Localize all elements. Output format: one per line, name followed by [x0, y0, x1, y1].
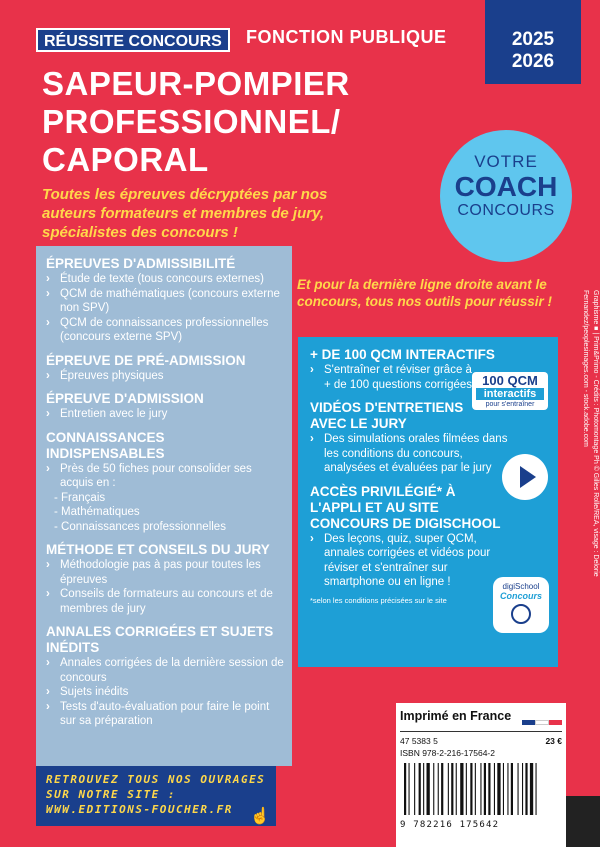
barcode-bar	[480, 763, 481, 815]
tools-intro: Et pour la dernière ligne droite avant le concours, tous nos outils pour réussir !	[297, 277, 553, 309]
printed-in-france: Imprimé en France	[400, 709, 512, 723]
barcode-bar	[441, 763, 443, 815]
list-item-text: Entretien avec le jury	[60, 408, 168, 420]
section-title: VIDÉOS D'ENTRETIENS AVEC LE JURY	[310, 400, 464, 431]
chevron-right-icon: ›	[46, 588, 50, 600]
list-item-text: QCM de connaissances professionnelles (concours externe SPV)	[60, 316, 269, 343]
list-item-text: Sujets inédits	[60, 686, 129, 698]
barcode-bar	[466, 763, 467, 815]
chevron-right-icon: ›	[46, 462, 50, 475]
section-title: ANNALES CORRIGÉES ET SUJETS INÉDITS	[46, 624, 274, 655]
section-title: CONNAISSANCES INDISPENSABLES	[46, 429, 165, 461]
sub-item: - Français	[54, 491, 106, 504]
list-item	[46, 462, 284, 491]
intro-text: Toutes les épreuves décryptées par nos auteurs formateurs et membres de jury, spécialistes des concours !	[42, 186, 328, 241]
qcm-count: 100 QCM	[482, 373, 538, 388]
section-title: + DE 100 QCM INTERACTIFS	[310, 347, 495, 362]
list-item	[310, 432, 509, 476]
series-subtitle: FONCTION PUBLIQUE	[246, 27, 447, 47]
list-item-text: QCM de mathématiques (concours externe non SPV)	[60, 287, 280, 314]
contents-panel	[36, 246, 292, 766]
title-line-3: CAPORAL	[42, 141, 209, 178]
digischool-app-icon	[493, 577, 549, 633]
barcode-bar	[419, 763, 421, 815]
section-title: ÉPREUVE D'ADMISSION	[46, 391, 204, 406]
barcode-bar	[451, 763, 453, 815]
chevron-right-icon: ›	[46, 657, 50, 669]
digischool-brand: digiSchool	[502, 582, 540, 591]
qcm-label: interactifs	[476, 388, 544, 400]
website-url[interactable]: WWW.EDITIONS-FOUCHER.FR	[46, 803, 233, 816]
chevron-right-icon: ›	[46, 686, 50, 698]
footnote: *selon les conditions précisées sur le site	[310, 595, 447, 605]
barcode-bar	[427, 763, 430, 815]
product-codes	[400, 731, 562, 759]
website-box	[36, 766, 276, 826]
play-icon	[520, 466, 536, 488]
list-item	[46, 287, 284, 316]
title-line-2: PROFESSIONNEL/	[42, 103, 341, 140]
barcode-bar	[536, 763, 537, 815]
corner-block	[566, 796, 600, 847]
barcode-bar	[530, 763, 533, 815]
list-item	[46, 407, 284, 422]
title-line-1: SAPEUR-POMPIER	[42, 65, 350, 102]
coach-line-2: COACH	[454, 171, 558, 202]
digischool-logo-icon	[511, 604, 531, 624]
barcode-bar	[497, 763, 500, 815]
year-end: 2026	[511, 51, 555, 72]
list-item	[310, 532, 494, 590]
barcode-bar	[438, 763, 439, 815]
chevron-right-icon: ›	[46, 369, 50, 382]
chevron-right-icon: ›	[310, 532, 314, 545]
price: 23 €	[545, 736, 562, 746]
chevron-right-icon: ›	[46, 273, 50, 285]
cursor-icon: ☝	[250, 808, 270, 825]
reference-code: 47 5383 5	[400, 736, 438, 746]
barcode-bar	[423, 763, 424, 815]
barcode-bar	[470, 763, 472, 815]
list-item	[310, 363, 474, 392]
section-title: ÉPREUVES D'ADMISSIBILITÉ	[46, 256, 236, 271]
sub-item: - Mathématiques	[54, 506, 140, 518]
list-item	[46, 272, 284, 287]
sub-item: - Connaissances professionnelles	[54, 520, 226, 533]
list-item-text: Des simulations orales filmées dans les conditions du concours, analysées et évaluées par le jury	[324, 433, 508, 474]
section-title: ÉPREUVE DE PRÉ-ADMISSION	[46, 352, 246, 368]
coach-badge	[440, 130, 572, 262]
chevron-right-icon: ›	[46, 408, 50, 420]
list-item-text: Près de 50 fiches pour consolider ses acquis en :	[60, 462, 252, 489]
barcode-bar	[488, 763, 490, 815]
digischool-label: Concours	[499, 591, 542, 601]
section-title: ACCÈS PRIVILÉGIÉ* À L'APPLI ET AU SITE CONCOURS DE DIGISCHOOL	[310, 483, 501, 531]
chevron-right-icon: ›	[46, 559, 50, 571]
isbn: ISBN 978-2-216-17564-2	[400, 748, 495, 758]
barcode-bar	[522, 763, 523, 815]
barcode-bar	[404, 763, 406, 815]
barcode-bar	[507, 763, 508, 815]
list-item	[46, 587, 284, 616]
coach-line-1: VOTRE	[474, 152, 538, 171]
barcode-bar	[511, 763, 513, 815]
list-item	[46, 656, 284, 685]
list-item-text: Conseils de formateurs au concours et de membres de jury	[60, 588, 273, 615]
barcode-bar	[414, 763, 415, 815]
list-item	[46, 316, 284, 345]
chevron-right-icon: ›	[310, 433, 314, 445]
barcode-bar	[475, 763, 476, 815]
chevron-right-icon: ›	[46, 316, 50, 329]
list-item-text: Tests d'auto-évaluation pour faire le point sur sa préparation	[60, 700, 270, 727]
section-title: MÉTHODE ET CONSEILS DU JURY	[46, 542, 270, 557]
year-badge	[485, 0, 581, 84]
barcode-bar	[460, 763, 463, 815]
chevron-right-icon: ›	[46, 287, 50, 300]
coach-line-3: CONCOURS	[457, 202, 555, 219]
list-item-text: Épreuves physiques	[60, 369, 164, 382]
chevron-right-icon: ›	[46, 700, 50, 713]
barcode-bar	[484, 763, 486, 815]
french-flag-icon	[522, 720, 562, 725]
list-item	[46, 369, 284, 384]
list-item	[46, 558, 284, 587]
barcode-bar	[494, 763, 495, 815]
barcode-bar	[448, 763, 449, 815]
website-line-1: RETROUVEZ TOUS NOS OUVRAGES	[46, 773, 266, 786]
list-item-text: Annales corrigées de la dernière session de concours	[60, 657, 284, 684]
barcode-bar	[518, 763, 519, 815]
year-start: 2025	[511, 29, 555, 50]
barcode-bar	[503, 763, 504, 815]
photo-credits: Graphisme ■ | Prim&Primo - Crédits : Photomontage Ph © Gilles Rolle/REA, visage : Delorie Fernandez/peoplesimages.com - stock.adobe.com	[582, 290, 599, 577]
chevron-right-icon: ›	[310, 364, 314, 376]
list-item-text: S'entraîner et réviser grâce à + de 100 questions corrigées	[324, 364, 473, 391]
website-line-2: SUR NOTRE SITE :	[46, 788, 176, 801]
barcode-bar	[433, 763, 434, 815]
list-item-text: Des leçons, quiz, super QCM, annales corrigées et vidéos pour réviser et s'entraîner sur smartphone ou en ligne !	[324, 532, 491, 588]
series-tag: RÉUSSITE CONCOURS	[36, 28, 230, 52]
qcm-sub: pour s'entraîner	[485, 401, 535, 408]
qcm-badge	[472, 372, 548, 410]
barcode-bar	[409, 763, 410, 815]
barcode-bar	[456, 763, 457, 815]
list-item	[46, 685, 284, 700]
barcode-bar	[525, 763, 527, 815]
list-item	[46, 700, 284, 729]
list-item-text: Méthodologie pas à pas pour toutes les épreuves	[60, 559, 261, 586]
list-item-text: Étude de texte (tous concours externes)	[60, 273, 264, 285]
barcode-number: 9 782216 175642	[400, 820, 500, 830]
barcode	[400, 763, 560, 815]
barcode-box	[396, 703, 566, 847]
